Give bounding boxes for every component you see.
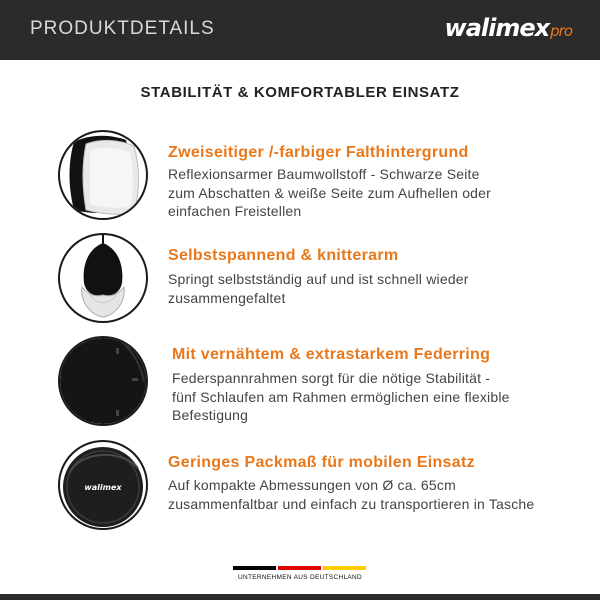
flag-stripe-gold: [323, 566, 366, 570]
feature-title: Zweiseitiger /-farbiger Falthintergrund: [168, 144, 469, 161]
description-line: einfachen Freistellen: [168, 203, 302, 219]
flag-stripe-black: [233, 566, 276, 570]
header-bar: [0, 0, 600, 60]
german-flag-stripes: [233, 566, 365, 570]
feature-item: [0, 336, 600, 436]
description-line: Auf kompakte Abmessungen von Ø ca. 65cm: [168, 477, 456, 493]
self-tensioning-background-icon: [58, 233, 148, 323]
description-line: zusammenfaltbar und einfach zu transportieren in Tasche: [168, 495, 535, 512]
feature-description: [168, 476, 578, 513]
description-line: zusammengefaltet: [168, 289, 286, 306]
feature-description: [172, 369, 582, 425]
description-line: Springt selbstständig auf und ist schnell wieder: [168, 271, 469, 287]
bottom-bar: [0, 594, 600, 600]
feature-description: [168, 165, 578, 221]
feature-title: Geringes Packmaß für mobilen Einsatz: [168, 454, 475, 471]
description-line: Befestigung: [172, 407, 249, 423]
section-subtitle: STABILITÄT & KOMFORTABLER EINSATZ: [140, 84, 460, 101]
flag-stripe-red: [278, 566, 321, 570]
feature-item: [0, 440, 600, 540]
feature-item: [0, 130, 600, 230]
description-line: zum Abschatten & weiße Seite zum Aufhellen oder: [168, 184, 492, 201]
feature-description: [168, 270, 578, 307]
spring-frame-icon: [58, 336, 148, 426]
feature-title: Selbstspannend & knitterarm: [168, 247, 399, 264]
page-title: PRODUKTDETAILS: [30, 18, 215, 39]
reversible-background-icon: [58, 130, 148, 220]
feature-item: [0, 233, 600, 333]
carry-bag-icon: [58, 440, 148, 530]
description-line: Federspannrahmen sorgt für die nötige Stabilität -: [172, 370, 491, 386]
description-line: fünf Schlaufen am Rahmen ermöglichen eine flexible: [172, 388, 510, 405]
footer-label: UNTERNEHMEN AUS DEUTSCHLAND: [237, 574, 363, 581]
brand-accent: pro: [550, 22, 572, 40]
brand-name: walimex: [444, 14, 550, 42]
description-line: Reflexionsarmer Baumwollstoff - Schwarze Seite: [168, 166, 480, 182]
feature-title: Mit vernähtem & extrastarkem Federring: [172, 346, 491, 363]
bag-logo-text: walimex: [84, 483, 122, 492]
brand-logo: [445, 14, 572, 42]
